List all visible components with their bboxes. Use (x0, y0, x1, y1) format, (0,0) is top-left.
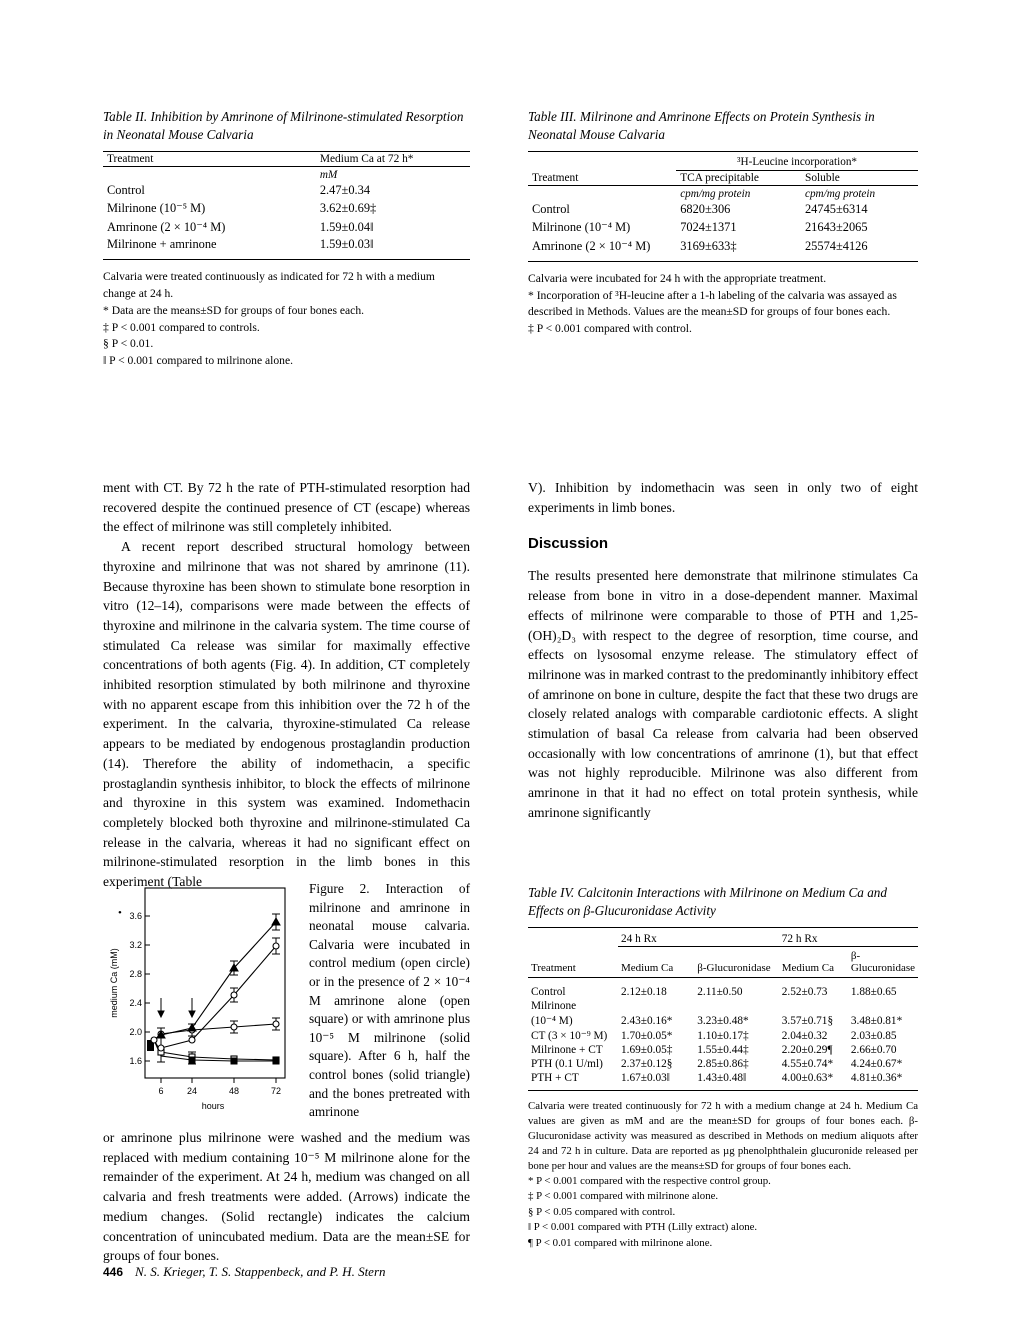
table-3-col-treatment: Treatment (532, 172, 579, 185)
svg-text:1.6: 1.6 (129, 1056, 142, 1066)
table-4-col-medium-ca-72: Medium Ca (781, 962, 834, 975)
svg-text:3.6: 3.6 (129, 911, 142, 921)
stray-mark: • (118, 907, 122, 919)
table-row (528, 171, 918, 186)
table-4-cell: 2.66±0.70 (850, 1044, 897, 1057)
paragraph: A recent report described structural homology between thyroxine and milrinone that was not shared by amrinone (11). Because thyroxine has been shown to stimulate bone resorption in vitro (12–14), comparisons were made between the effects of thyroxine and milrinone in the calvaria system. The time course of stimulated Ca release was similar for maximally effective concentrations of both agents (Fig. 4). In addition, CT completely inhibited resorption stimulated by both milrinone and thyroxine with no apparent escape from this inhibition over the 72 h of the experiment. In the calvaria, thyroxine-stimulated Ca release appears to be mediated by endogenous prostaglandin production (14). Therefore the ability of indomethacin, a specific prostaglandin synthesis inhibitor, to block the effects of milrinone and thyroxine in this system was examined. Indomethacin completely blocked both thyroxine and milrinone-stimulated Ca release in the calvaria, whereas it had no significant effect on milrinone-stimulated resorption in the limb bones in this experiment (Table (103, 539, 470, 890)
footnote: * P < 0.001 compared with the respective control group. (528, 1175, 771, 1188)
table-3-unit-blank (528, 186, 676, 201)
footnote: § P < 0.01. (103, 337, 154, 351)
table-4-cell: 2.03±0.85 (850, 1030, 897, 1043)
svg-text:medium Ca (mM): medium Ca (mM) (109, 948, 119, 1018)
table-4-treatment: PTH + CT (531, 1072, 579, 1085)
table-4-cell: 2.04±0.32 (781, 1030, 828, 1043)
table-3-tca: 7024±1371 (680, 220, 737, 235)
footnote: § P < 0.05 compared with control. (528, 1205, 676, 1218)
table-3-soluble: 21643±2065 (804, 220, 868, 235)
footnote: * Data are the means±SD for groups of four bones each. (103, 303, 365, 317)
table-row (528, 1013, 918, 1028)
table-row (528, 985, 918, 999)
table-4-treatment: Milrinone (531, 1000, 577, 1013)
table-2-value: 1.59±0.03‖ (319, 237, 374, 252)
table-2-treatment: Control (107, 183, 145, 198)
table-3-treatment: Milrinone (10⁻⁴ M) (532, 220, 631, 235)
svg-text:6: 6 (158, 1086, 164, 1096)
table-row (103, 199, 470, 217)
table-row (528, 237, 918, 262)
paragraph: V). Inhibition by indomethacin was seen in only two of eight experiments in limb bones. (528, 480, 918, 515)
table-4-cell: 2.85±0.86‡ (697, 1058, 749, 1071)
table-3-block (528, 108, 918, 338)
table-4-cell: 3.57±0.71§ (781, 1015, 834, 1028)
table-2-unit-blank (103, 167, 316, 182)
table-2-value: 3.62±0.69‡ (319, 201, 377, 216)
table-2-title: Table II. Inhibition by Amrinone of Milrinone-stimulated Resorption in Neonatal Mouse Calvaria (103, 109, 464, 142)
table-3-col-soluble: Soluble (804, 172, 840, 185)
figure-2-block (103, 880, 470, 1266)
table-row (528, 1028, 918, 1043)
footnote: ¶ P < 0.01 compared with milrinone alone. (528, 1236, 713, 1249)
table-row (528, 999, 918, 1013)
table-2-col-treatment: Treatment (107, 153, 154, 166)
table-4-cell (848, 999, 918, 1013)
table-4-treatment: Milrinone + CT (531, 1044, 603, 1057)
table-3-treatment: Control (532, 202, 570, 217)
table-4-treatment: Control (531, 986, 566, 999)
table-4-cell: 1.69±0.05‡ (621, 1044, 673, 1057)
table-4-cell: 2.37±0.12§ (621, 1058, 673, 1071)
table-row (528, 152, 918, 171)
table-4-cell: 4.24±0.67* (850, 1058, 903, 1071)
table-2-treatment: Amrinone (2 × 10⁻⁴ M) (107, 219, 226, 234)
footnote: Calvaria were incubated for 24 h with the appropriate treatment. (528, 271, 827, 285)
table-4-cell: 1.10±0.17‡ (697, 1030, 749, 1043)
table-4-cell: 1.67±0.03‖ (621, 1072, 670, 1085)
table-row (528, 218, 918, 236)
table-row (103, 167, 470, 182)
table-3-tca: 6820±306 (680, 202, 731, 217)
table-4-cell: 1.88±0.65 (850, 986, 897, 999)
table-row (528, 928, 918, 947)
table-2-value: 2.47±0.34 (319, 183, 371, 198)
table-2-footnotes (103, 269, 470, 370)
table-row (528, 1071, 918, 1091)
table-4-footnotes (528, 1099, 918, 1250)
table-3-soluble: 25574±4126 (804, 238, 868, 253)
table-2 (103, 151, 470, 260)
table-4-cell: 2.11±0.50 (697, 986, 743, 999)
table-4-title: Table IV. Calcitonin Interactions with Milrinone on Medium Ca and Effects on β-Glucuronidase Activity (528, 885, 887, 918)
table-4-group-24h: 24 h Rx (618, 928, 779, 947)
svg-text:72: 72 (270, 1086, 282, 1096)
table-4-block (528, 884, 918, 1251)
table-4-col-treatment: Treatment (531, 962, 576, 975)
table-row (528, 201, 918, 218)
table-row (103, 218, 470, 236)
figure-2-caption: Figure 2. Interaction of milrinone and amrinone in neonatal mouse calvaria. Calvaria were incubated in control medium (open circle) or in the presence of 2 × 10⁻⁴ M amrinone alone (open square) or with amrinone plus 10⁻⁵ M milrinone (solid square). After 6 h, half the control bones (solid triangle) and the bones pretreated with amrinone (309, 881, 470, 1120)
table-4-cell: 2.12±0.18 (621, 986, 667, 999)
footnote: * Incorporation of ³H-leucine after a 1-h labeling of the calvaria was assayed as described in Methods. Values are the mean±SD for groups of four bones each. (528, 288, 897, 319)
paragraph: The results presented here demonstrate that milrinone stimulates Ca release from bone in vitro in a dose-dependent manner. Maximal effects of milrinone were comparable to those of PTH and 1,25-(OH)₂D₃ with respect to the degree of resorption, time course, and effects on lysosomal enzyme release. The stimulatory effect of milrinone was in marked contrast to the predominantly inhibitory effect of amrinone on bone in culture, despite the fact that these two drugs are closely related analogs with comparable cardiotonic effects. A slight stimulation of basal Ca release from calvaria had been observed occasionally with low concentrations of amrinone (1), but that effect was not highly reproducible. Milrinone was also different from amrinone in that it had no effect on total protein synthesis, while amrinone significantly (528, 568, 918, 820)
table-3-footnotes (528, 271, 918, 338)
table-4-cell (618, 999, 694, 1013)
svg-text:2.8: 2.8 (129, 969, 142, 979)
paragraph: ment with CT. By 72 h the rate of PTH-stimulated resorption had recovered despite the continued presence of CT (escape) whereas the effect of milrinone was still completely inhibited. (103, 480, 470, 535)
table-4 (528, 927, 918, 1091)
table-3-span-header: ³H-Leucine incorporation* (676, 152, 918, 171)
table-row (528, 1057, 918, 1071)
table-4-col-glucuronidase-24: β-Glucuronidase (697, 962, 771, 975)
svg-text:2.0: 2.0 (129, 1027, 142, 1037)
table-4-cell: 3.48±0.81* (850, 1015, 903, 1028)
table-4-cell: 2.52±0.73 (781, 986, 828, 999)
table-row (528, 1043, 918, 1057)
figure-2-caption-continued: or amrinone plus milrinone were washed and the medium was replaced with medium containing 10⁻⁵ M milrinone alone for the remainder of the experiment. At 24 h, medium was changed on all calvaria and fresh treatments were added. (Arrows) indicate the medium changes. (Solid rectangle) indicates the calcium concentration of unincubated medium. Data are the mean±SE for groups of four bones. (103, 1130, 470, 1264)
table-2-treatment: Milrinone + amrinone (107, 237, 217, 252)
footnote: ‡ P < 0.001 compared with control. (528, 322, 692, 336)
table-3-treatment: Amrinone (2 × 10⁻⁴ M) (532, 238, 651, 253)
page-number: 446 (103, 1265, 124, 1279)
table-row (103, 152, 470, 167)
table-3-col-tca: TCA precipitable (680, 172, 759, 185)
table-4-cell: 3.23±0.48* (697, 1015, 749, 1028)
footnote: ‡ P < 0.001 compared with milrinone alone. (528, 1190, 719, 1203)
svg-text:24: 24 (186, 1086, 198, 1096)
figure-2-plot (103, 880, 299, 1124)
table-4-treatment: CT (3 × 10⁻⁹ M) (531, 1030, 608, 1043)
footnote: ‡ P < 0.001 compared to controls. (103, 320, 260, 334)
table-3-soluble: 24745±6314 (804, 202, 868, 217)
table-row (528, 978, 918, 986)
table-row (528, 186, 918, 201)
body-column-right (528, 478, 918, 823)
table-3-title: Table III. Milrinone and Amrinone Effects on Protein Synthesis in Neonatal Mouse Calvaria (528, 109, 875, 142)
table-4-cell: 1.70±0.05* (621, 1030, 673, 1043)
page-footer (103, 1264, 918, 1280)
table-3-tca: 3169±633‡ (680, 238, 737, 253)
table-row (103, 182, 470, 199)
table-4-col-medium-ca-24: Medium Ca (621, 962, 674, 975)
table-4-cell: 4.00±0.63* (781, 1072, 834, 1085)
table-2-col-medium-ca: Medium Ca at 72 h* (319, 153, 414, 166)
table-4-cell: 4.55±0.74* (781, 1058, 834, 1071)
table-4-group-72h: 72 h Rx (779, 928, 918, 947)
footnote: Calvaria were treated continuously for 72 h with a medium change at 24 h. Medium Ca values are given as mM and are the mean±SD for groups of four bones each. β-Glucuronidase activity was measured as described in Methods on medium aliquots after 24 and 72 h in culture. Data are reported as µg phenolphthalein glucuronide released per bone per hour and values are the means±SD for groups of four bones each. (528, 1100, 918, 1172)
table-4-cell: 2.43±0.16* (621, 1015, 673, 1028)
svg-text:3.2: 3.2 (129, 940, 142, 950)
table-3 (528, 151, 918, 262)
svg-text:hours: hours (201, 1101, 225, 1111)
table-4-cell: 4.81±0.36* (850, 1072, 903, 1085)
table-2-block (103, 108, 470, 370)
table-2-treatment: Milrinone (10⁻⁵ M) (107, 201, 206, 216)
table-row (103, 236, 470, 260)
table-row (528, 947, 918, 978)
table-3-unit-soluble: cpm/mg protein (804, 187, 876, 200)
table-4-cell: 1.43±0.48‖ (697, 1072, 747, 1085)
table-2-value: 1.59±0.04‖ (319, 219, 374, 234)
figure-2-svg (103, 880, 299, 1120)
table-3-unit-tca: cpm/mg protein (680, 187, 751, 200)
footnote: Calvaria were treated continuously as indicated for 72 h with a medium change at 24 h. (103, 270, 435, 300)
table-4-cell: 2.20±0.29¶ (781, 1044, 833, 1057)
running-authors: N. S. Krieger, T. S. Stappenbeck, and P. H. Stern (135, 1264, 386, 1279)
footnote: ‖ P < 0.001 compared with PTH (Lilly extract) alone. (528, 1221, 758, 1234)
body-column-left (103, 478, 470, 892)
table-4-treatment: (10⁻⁴ M) (531, 1015, 573, 1028)
table-4-cell (694, 999, 778, 1013)
table-4-treatment: PTH (0.1 U/ml) (531, 1058, 603, 1071)
table-4-col-glucuronidase-72: β-Glucuronidase (850, 950, 915, 975)
svg-text:48: 48 (228, 1086, 240, 1096)
footnote: ‖ P < 0.001 compared to milrinone alone. (103, 354, 293, 368)
table-2-unit-mm: mM (319, 168, 338, 181)
table-4-cell: 1.55±0.44‡ (697, 1044, 749, 1057)
table-4-cell (779, 999, 848, 1013)
section-heading-discussion: Discussion (528, 535, 609, 553)
svg-text:2.4: 2.4 (129, 998, 142, 1008)
